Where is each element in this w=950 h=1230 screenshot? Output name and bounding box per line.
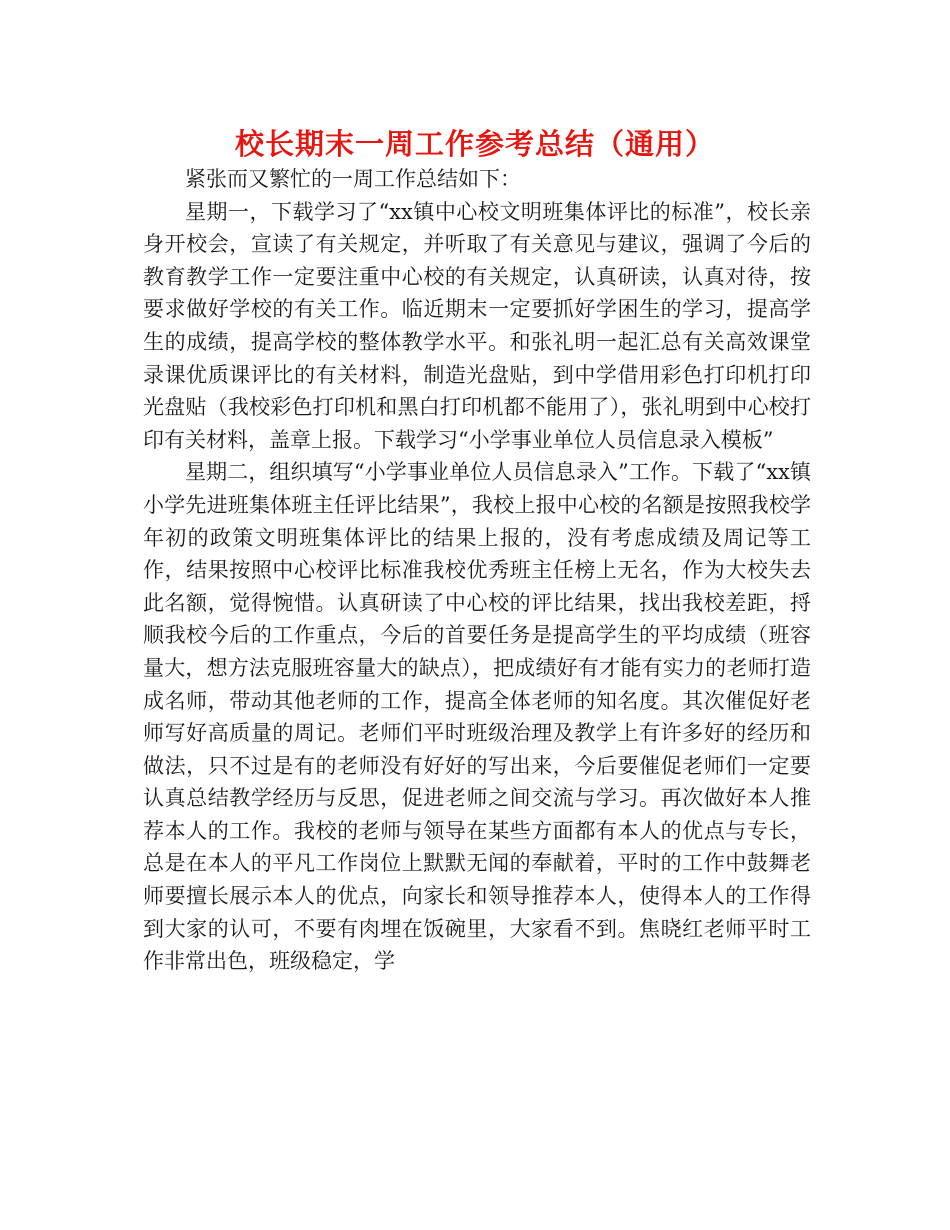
document-title: 校长期末一周工作参考总结（通用）	[234, 127, 715, 161]
paragraph-monday: 星期一，下载学习了“xx镇中心校文明班集体评比的标准”，校长亲身开校会，宣读了有关规定，并听取了有关意见与建议，强调了今后的教育教学工作一定要注重中心校的有关规定，认真研读，认真对待，按要求做好学校的有关工作。临近期末一定要抓好学困生的学习，提高学生的成绩，提高学校的整体教学水平。和张礼明一起汇总有关高效课堂录课优质课评比的有关材料，制造光盘贴，到中学借用彩色打印机打印光盘贴（我校彩色打印机和黑白打印机都不能用了），张礼明到中心校打印有关材料，盖章上报。下载学习“小学事业单位人员信息录入模板”	[143, 199, 811, 452]
document-body	[143, 163, 811, 978]
paragraph-tuesday: 星期二，组织填写“小学事业单位人员信息录入”工作。下载了“xx镇小学先进班集体班主任评比结果”，我校上报中心校的名额是按照我校学年初的政策文明班集体评比的结果上报的，没有考虑成绩及周记等工作，结果按照中心校评比标准我校优秀班主任榜上无名，作为大校失去此名额，觉得惋惜。认真研读了中心校的评比结果，找出我校差距，捋顺我校今后的工作重点，今后的首要任务是提高学生的平均成绩（班容量大，想方法克服班容量大的缺点），把成绩好有才能有实力的老师打造成名师，带动其他老师的工作，提高全体老师的知名度。其次催促好老师写好高质量的周记。老师们平时班级治理及教学上有许多好的经历和做法，只不过是有的老师没有好好的写出来，今后要催促老师们一定要认真总结教学经历与反思，促进老师之间交流与学习。再次做好本人推荐本人的工作。我校的老师与领导在某些方面都有本人的优点与专长，总是在本人的平凡工作岗位上默默无闻的奉献着，平时的工作中鼓舞老师要擅长展示本人的优点，向家长和领导推荐本人，使得本人的工作得到大家的认可，不要有肉埋在饭碗里，大家看不到。焦晓红老师平时工作非常出色，班级稳定，学	[143, 460, 811, 974]
paragraph-intro: 紧张而又繁忙的一周工作总结如下：	[185, 167, 521, 191]
